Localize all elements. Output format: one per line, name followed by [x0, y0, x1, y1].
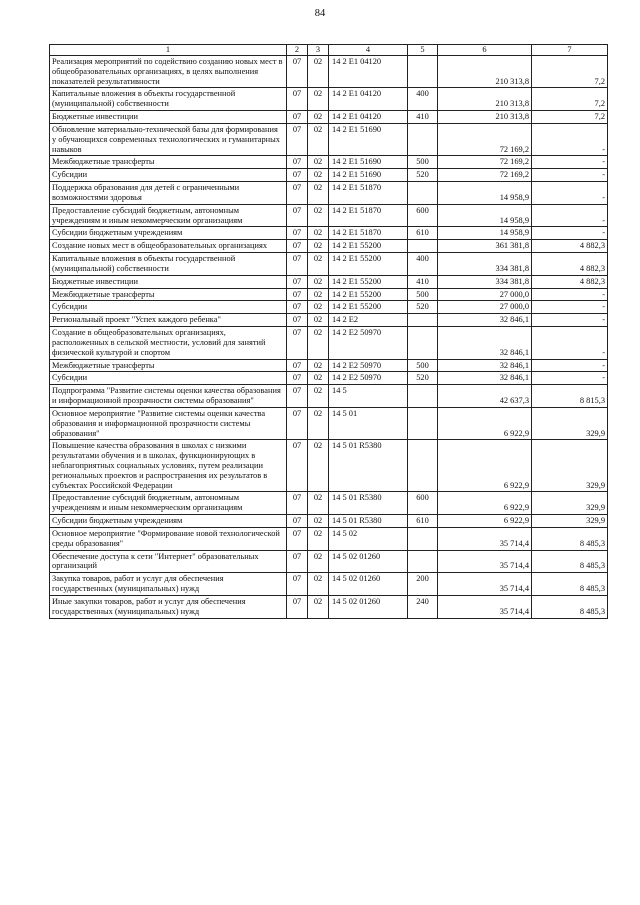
target-article-cell: 14 5 02 01260: [329, 573, 408, 596]
subsection-code-cell: 02: [308, 527, 329, 550]
target-article-cell: 14 2 E1 55200: [329, 288, 408, 301]
section-code-cell: 07: [287, 550, 308, 573]
row-name-cell: Бюджетные инвестиции: [50, 111, 287, 124]
row-name-cell: Бюджетные инвестиции: [50, 275, 287, 288]
target-article-cell: 14 5 01: [329, 407, 408, 439]
amount-cell: 14 958,9: [438, 204, 532, 227]
target-article-cell: 14 2 E1 51870: [329, 182, 408, 205]
expense-type-cell: [408, 550, 438, 573]
amount-cell: 210 313,8: [438, 111, 532, 124]
expense-type-cell: 610: [408, 515, 438, 528]
expense-type-cell: [408, 56, 438, 88]
amount-2-cell: -: [532, 359, 608, 372]
subsection-code-cell: 02: [308, 573, 329, 596]
row-name-cell: Субсидии: [50, 372, 287, 385]
table-row: [50, 314, 608, 327]
amount-2-cell: 7,2: [532, 88, 608, 111]
target-article-cell: 14 2 E1 51690: [329, 123, 408, 155]
expense-type-cell: 410: [408, 111, 438, 124]
expense-type-cell: 600: [408, 204, 438, 227]
page-number: 84: [314, 8, 326, 19]
row-name-cell: Региональный проект "Успех каждого ребенка": [50, 314, 287, 327]
amount-cell: 334 381,8: [438, 275, 532, 288]
expense-type-cell: [408, 314, 438, 327]
amount-cell: 27 000,0: [438, 288, 532, 301]
amount-cell: 32 846,1: [438, 314, 532, 327]
amount-cell: 6 922,9: [438, 515, 532, 528]
subsection-code-cell: 02: [308, 314, 329, 327]
section-code-cell: 07: [287, 227, 308, 240]
amount-2-cell: 7,2: [532, 111, 608, 124]
expense-type-cell: 500: [408, 288, 438, 301]
row-name-cell: Субсидии бюджетным учреждениям: [50, 515, 287, 528]
amount-cell: 42 637,3: [438, 385, 532, 408]
target-article-cell: 14 2 E1 55200: [329, 275, 408, 288]
expense-type-cell: [408, 182, 438, 205]
column-header: 2: [287, 45, 308, 56]
table-row: [50, 327, 608, 359]
target-article-cell: 14 2 E1 04120: [329, 111, 408, 124]
section-code-cell: 07: [287, 314, 308, 327]
expense-type-cell: 520: [408, 372, 438, 385]
table-row: [50, 372, 608, 385]
table-row: [50, 385, 608, 408]
table-row: [50, 253, 608, 276]
target-article-cell: 14 2 E1 51690: [329, 169, 408, 182]
subsection-code-cell: 02: [308, 88, 329, 111]
column-header: 1: [50, 45, 287, 56]
table-row: [50, 204, 608, 227]
row-name-cell: Обновление материально-технической базы для формирования у обучающихся современных технологических и гуманитарных навыков: [50, 123, 287, 155]
row-name-cell: Межбюджетные трансферты: [50, 156, 287, 169]
row-name-cell: Капитальные вложения в объекты государственной (муниципальной) собственности: [50, 88, 287, 111]
table-row: [50, 407, 608, 439]
table-row: [50, 359, 608, 372]
row-name-cell: Капитальные вложения в объекты государственной (муниципальной) собственности: [50, 253, 287, 276]
section-code-cell: 07: [287, 359, 308, 372]
target-article-cell: 14 5 02 01260: [329, 595, 408, 618]
section-code-cell: 07: [287, 182, 308, 205]
amount-cell: 32 846,1: [438, 359, 532, 372]
expense-type-cell: [408, 527, 438, 550]
subsection-code-cell: 02: [308, 385, 329, 408]
amount-cell: 334 381,8: [438, 253, 532, 276]
section-code-cell: 07: [287, 56, 308, 88]
section-code-cell: 07: [287, 253, 308, 276]
subsection-code-cell: 02: [308, 56, 329, 88]
expense-type-cell: [408, 440, 438, 492]
amount-2-cell: -: [532, 372, 608, 385]
row-name-cell: Подпрограмма "Развитие системы оценки качества образования и информационной прозрачности системы образования": [50, 385, 287, 408]
expense-type-cell: 500: [408, 156, 438, 169]
amount-cell: 210 313,8: [438, 56, 532, 88]
row-name-cell: Обеспечение доступа к сети "Интернет" образовательных организаций: [50, 550, 287, 573]
amount-2-cell: 8 485,3: [532, 527, 608, 550]
row-name-cell: Закупка товаров, работ и услуг для обеспечения государственных (муниципальных) нужд: [50, 573, 287, 596]
amount-2-cell: -: [532, 301, 608, 314]
amount-2-cell: -: [532, 156, 608, 169]
table-row: [50, 275, 608, 288]
subsection-code-cell: 02: [308, 227, 329, 240]
row-name-cell: Субсидии бюджетным учреждениям: [50, 227, 287, 240]
section-code-cell: 07: [287, 111, 308, 124]
amount-cell: 14 958,9: [438, 182, 532, 205]
expense-type-cell: 600: [408, 492, 438, 515]
subsection-code-cell: 02: [308, 275, 329, 288]
table-row: [50, 156, 608, 169]
amount-2-cell: 8 485,3: [532, 573, 608, 596]
row-name-cell: Межбюджетные трансферты: [50, 359, 287, 372]
target-article-cell: 14 2 E1 55200: [329, 301, 408, 314]
subsection-code-cell: 02: [308, 492, 329, 515]
subsection-code-cell: 02: [308, 156, 329, 169]
expense-type-cell: 400: [408, 253, 438, 276]
table-row: [50, 550, 608, 573]
amount-cell: 35 714,4: [438, 527, 532, 550]
amount-cell: 27 000,0: [438, 301, 532, 314]
amount-2-cell: 4 882,3: [532, 253, 608, 276]
section-code-cell: 07: [287, 156, 308, 169]
amount-2-cell: 4 882,3: [532, 275, 608, 288]
table-row: [50, 182, 608, 205]
amount-2-cell: 329,9: [532, 407, 608, 439]
amount-2-cell: 329,9: [532, 515, 608, 528]
section-code-cell: 07: [287, 240, 308, 253]
expense-type-cell: [408, 240, 438, 253]
subsection-code-cell: 02: [308, 123, 329, 155]
row-name-cell: Создание в общеобразовательных организациях, расположенных в сельской местности, условий для занятий физической культурой и спортом: [50, 327, 287, 359]
amount-cell: 32 846,1: [438, 372, 532, 385]
subsection-code-cell: 02: [308, 327, 329, 359]
section-code-cell: 07: [287, 288, 308, 301]
column-header: 6: [438, 45, 532, 56]
target-article-cell: 14 2 E1 51870: [329, 204, 408, 227]
table-row: [50, 573, 608, 596]
table-row: [50, 240, 608, 253]
target-article-cell: 14 2 E2 50970: [329, 372, 408, 385]
expense-type-cell: 200: [408, 573, 438, 596]
row-name-cell: Предоставление субсидий бюджетным, автономным учреждениям и иным некоммерческим организациям: [50, 204, 287, 227]
amount-2-cell: 329,9: [532, 492, 608, 515]
expense-type-cell: [408, 407, 438, 439]
row-name-cell: Предоставление субсидий бюджетным, автономным учреждениям и иным некоммерческим организациям: [50, 492, 287, 515]
expense-type-cell: 520: [408, 301, 438, 314]
target-article-cell: 14 2 E1 51870: [329, 227, 408, 240]
subsection-code-cell: 02: [308, 359, 329, 372]
target-article-cell: 14 2 E1 51690: [329, 156, 408, 169]
table-row: [50, 111, 608, 124]
target-article-cell: 14 5 01 R5380: [329, 492, 408, 515]
section-code-cell: 07: [287, 595, 308, 618]
amount-2-cell: 8 485,3: [532, 595, 608, 618]
subsection-code-cell: 02: [308, 440, 329, 492]
target-article-cell: 14 2 E1 04120: [329, 88, 408, 111]
row-name-cell: Основное мероприятие "Формирование новой технологической среды образования": [50, 527, 287, 550]
row-name-cell: Иные закупки товаров, работ и услуг для обеспечения государственных (муниципальных) нужд: [50, 595, 287, 618]
column-header: 4: [329, 45, 408, 56]
subsection-code-cell: 02: [308, 169, 329, 182]
target-article-cell: 14 5 02: [329, 527, 408, 550]
amount-cell: 361 381,8: [438, 240, 532, 253]
amount-2-cell: 329,9: [532, 440, 608, 492]
column-header: 3: [308, 45, 329, 56]
section-code-cell: 07: [287, 88, 308, 111]
amount-2-cell: -: [532, 288, 608, 301]
table-row: [50, 440, 608, 492]
subsection-code-cell: 02: [308, 182, 329, 205]
subsection-code-cell: 02: [308, 288, 329, 301]
amount-cell: 14 958,9: [438, 227, 532, 240]
expense-type-cell: 400: [408, 88, 438, 111]
section-code-cell: 07: [287, 440, 308, 492]
column-header: 5: [408, 45, 438, 56]
budget-table: [49, 44, 608, 619]
table-row: [50, 56, 608, 88]
amount-2-cell: 8 485,3: [532, 550, 608, 573]
amount-cell: 32 846,1: [438, 327, 532, 359]
target-article-cell: 14 5: [329, 385, 408, 408]
expense-type-cell: 240: [408, 595, 438, 618]
expense-type-cell: 500: [408, 359, 438, 372]
target-article-cell: 14 5 02 01260: [329, 550, 408, 573]
expense-type-cell: [408, 327, 438, 359]
subsection-code-cell: 02: [308, 595, 329, 618]
section-code-cell: 07: [287, 527, 308, 550]
subsection-code-cell: 02: [308, 550, 329, 573]
amount-cell: 72 169,2: [438, 156, 532, 169]
target-article-cell: 14 2 E2: [329, 314, 408, 327]
section-code-cell: 07: [287, 204, 308, 227]
subsection-code-cell: 02: [308, 253, 329, 276]
row-name-cell: Реализация мероприятий по содействию созданию новых мест в общеобразовательных организациях, в целях выполнения показателей результативности: [50, 56, 287, 88]
amount-cell: 6 922,9: [438, 440, 532, 492]
row-name-cell: Межбюджетные трансферты: [50, 288, 287, 301]
table-row: [50, 88, 608, 111]
row-name-cell: Поддержка образования для детей с ограниченными возможностями здоровья: [50, 182, 287, 205]
section-code-cell: 07: [287, 385, 308, 408]
subsection-code-cell: 02: [308, 407, 329, 439]
section-code-cell: 07: [287, 407, 308, 439]
subsection-code-cell: 02: [308, 240, 329, 253]
amount-2-cell: 7,2: [532, 56, 608, 88]
row-name-cell: Повышение качества образования в школах с низкими результатами обучения и в школах, функционирующих в неблагоприятных социальных условиях, путем реализации региональных проектов и распространения их результатов в субъектах Российской Федерации: [50, 440, 287, 492]
target-article-cell: 14 2 E1 55200: [329, 253, 408, 276]
amount-2-cell: -: [532, 327, 608, 359]
target-article-cell: 14 2 E1 04120: [329, 56, 408, 88]
amount-2-cell: -: [532, 204, 608, 227]
section-code-cell: 07: [287, 573, 308, 596]
column-header: 7: [532, 45, 608, 56]
target-article-cell: 14 2 E1 55200: [329, 240, 408, 253]
amount-cell: 210 313,8: [438, 88, 532, 111]
expense-type-cell: 410: [408, 275, 438, 288]
amount-cell: 35 714,4: [438, 573, 532, 596]
row-name-cell: Субсидии: [50, 169, 287, 182]
section-code-cell: 07: [287, 123, 308, 155]
table-row: [50, 527, 608, 550]
section-code-cell: 07: [287, 515, 308, 528]
section-code-cell: 07: [287, 372, 308, 385]
section-code-cell: 07: [287, 492, 308, 515]
subsection-code-cell: 02: [308, 372, 329, 385]
amount-cell: 35 714,4: [438, 550, 532, 573]
amount-2-cell: 8 815,3: [532, 385, 608, 408]
subsection-code-cell: 02: [308, 111, 329, 124]
row-name-cell: Субсидии: [50, 301, 287, 314]
target-article-cell: 14 2 E2 50970: [329, 327, 408, 359]
section-code-cell: 07: [287, 301, 308, 314]
table-row: [50, 288, 608, 301]
amount-cell: 72 169,2: [438, 169, 532, 182]
table-row: [50, 595, 608, 618]
amount-2-cell: 4 882,3: [532, 240, 608, 253]
amount-cell: 72 169,2: [438, 123, 532, 155]
amount-cell: 6 922,9: [438, 407, 532, 439]
section-code-cell: 07: [287, 169, 308, 182]
amount-2-cell: -: [532, 123, 608, 155]
expense-type-cell: [408, 385, 438, 408]
row-name-cell: Основное мероприятие "Развитие системы оценки качества образования и информационной прозрачности системы образования": [50, 407, 287, 439]
expense-type-cell: 610: [408, 227, 438, 240]
amount-2-cell: -: [532, 227, 608, 240]
amount-2-cell: -: [532, 314, 608, 327]
table-row: [50, 515, 608, 528]
target-article-cell: 14 5 01 R5380: [329, 515, 408, 528]
target-article-cell: 14 5 01 R5380: [329, 440, 408, 492]
amount-2-cell: -: [532, 182, 608, 205]
section-code-cell: 07: [287, 275, 308, 288]
subsection-code-cell: 02: [308, 301, 329, 314]
amount-cell: 6 922,9: [438, 492, 532, 515]
table-row: [50, 227, 608, 240]
subsection-code-cell: 02: [308, 204, 329, 227]
table-row: [50, 123, 608, 155]
amount-2-cell: -: [532, 169, 608, 182]
table-row: [50, 492, 608, 515]
table-row: [50, 301, 608, 314]
amount-cell: 35 714,4: [438, 595, 532, 618]
row-name-cell: Создание новых мест в общеобразовательных организациях: [50, 240, 287, 253]
column-header-row: [50, 45, 608, 56]
expense-type-cell: [408, 123, 438, 155]
section-code-cell: 07: [287, 327, 308, 359]
subsection-code-cell: 02: [308, 515, 329, 528]
table-row: [50, 169, 608, 182]
expense-type-cell: 520: [408, 169, 438, 182]
target-article-cell: 14 2 E2 50970: [329, 359, 408, 372]
